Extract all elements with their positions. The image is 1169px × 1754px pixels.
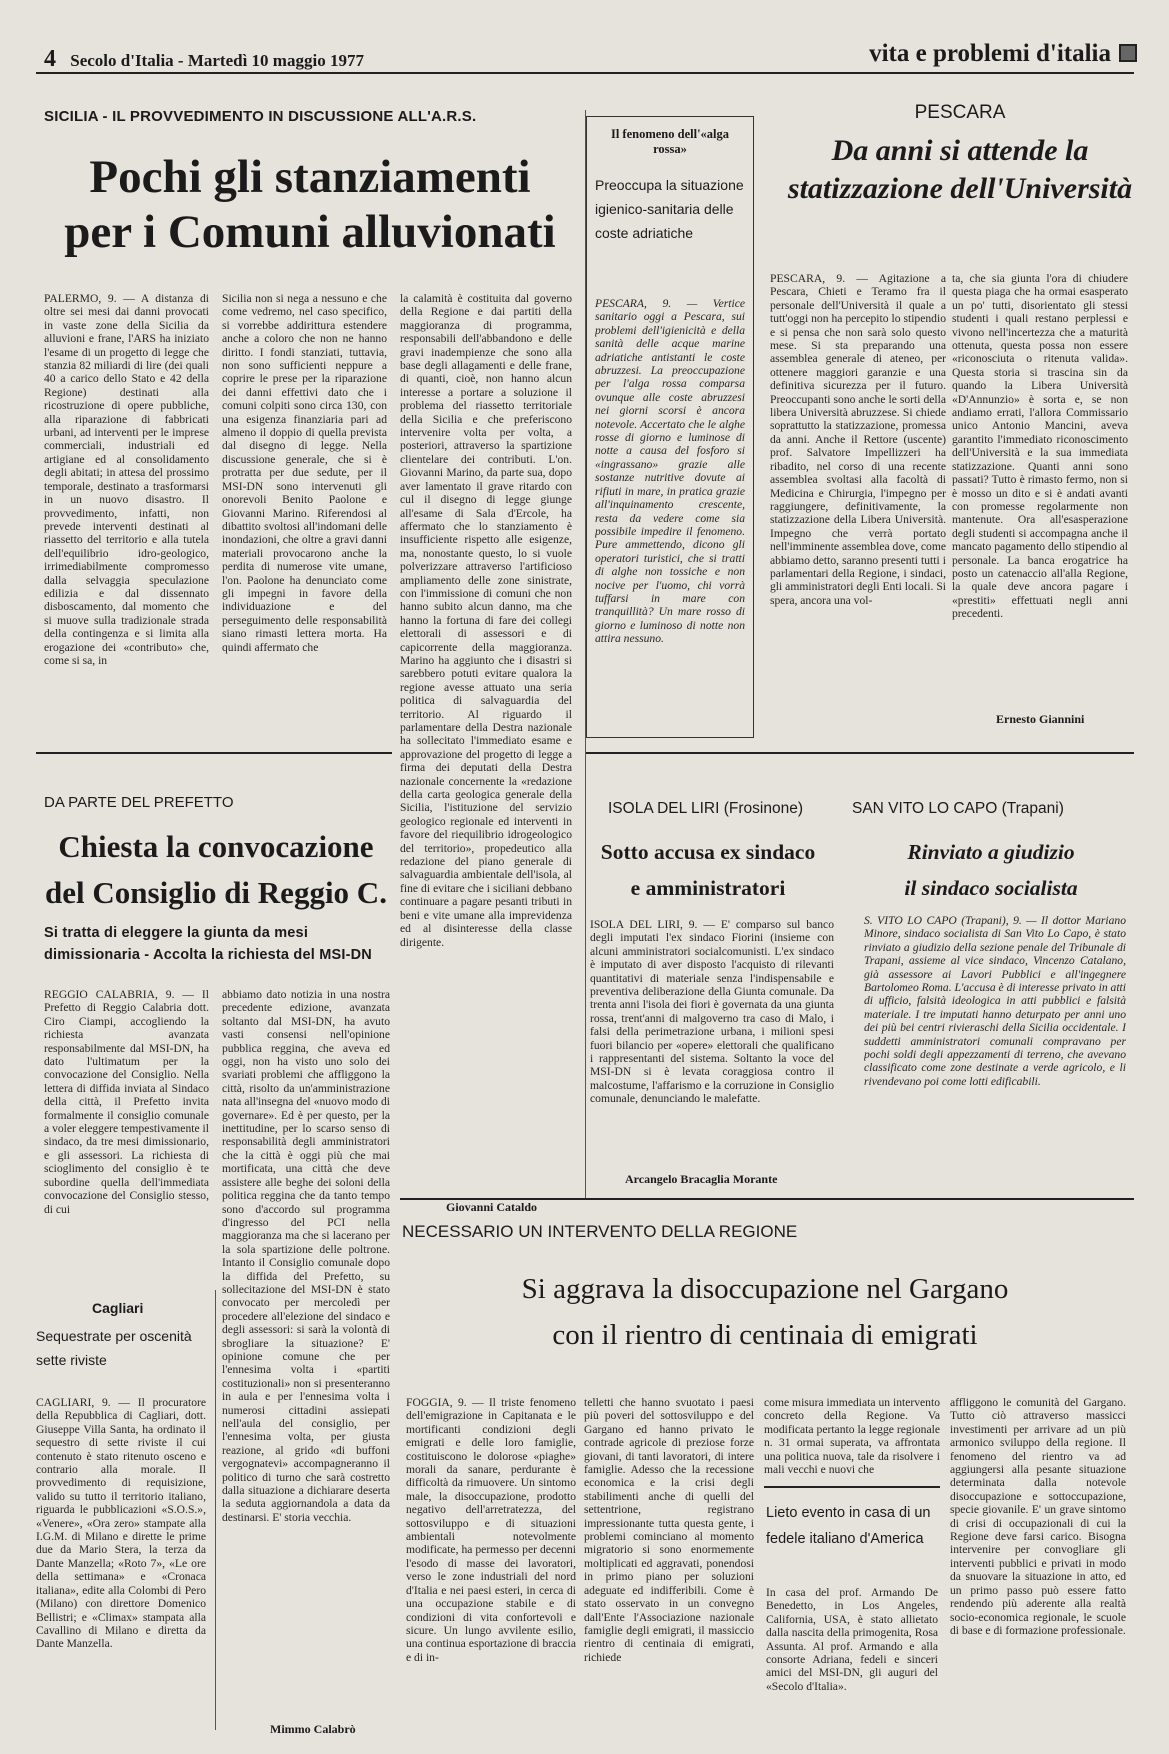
art7-column-1: FOGGIA, 9. — Il triste fenomeno dell'emigrazione in Capitanata e le mortificanti condizioni degli emigrati e delle loro famiglie, costituiscono le dolorose «piaghe» morali da sanare, perdurante è difficoltà da rimuovere. Un sintomo male, la disoccupazione, prodotto negativo dell'arretratezza, del sottosviluppo e di situazioni ambientali notevolmente modificate, ha permesso per decenni l'esodo di masse dei lavoratori, verso le zone industriali del nord d'Italia e nei paesi esteri, in cerca di una occupazione stabile e di condizioni di vita confortevoli e sicure. Un lungo avvilente esilio, una continua esportazione di braccia e di in- — [406, 1396, 576, 1664]
art2-headline: Preoccupa la situazione igienico-sanitaria delle coste adriatiche — [595, 177, 744, 241]
art1-column-1: PALERMO, 9. — A distanza di oltre sei mesi dai danni provocati in vaste zone della Sicilia da alluvioni e frane, l'ARS ha iniziato l'esame di un progetto di legge che stanzia 82 miliardi di lire (dei quali 40 a carico dello Stato e 42 della Regione) destinati alla ricostruzione di opere pubbliche, alla riparazione di fabbricati urbani, ad interventi per le imprese commerciali, industriali ed artigiane ed al consolidamento degli abitati; in attesa del prossimo temporale, destinato a trasformarsi in un nuovo disastro. Il provvedimento, infatti, non prevede interventi destinati al riassetto del territorio e alla tutela dell'equilibrio idro-geologico, irrimediabilmente compromesso dalla selvaggia speculazione edilizia e dal dissennato disboscamento, dal momento che si muove sulla tradizionale strada della contingenza e si limita alla erogazione dei «contributo» che, come si sa, in — [44, 292, 209, 667]
masthead-rule — [36, 72, 1134, 74]
art4-column-1: REGGIO CALABRIA, 9. — Il Prefetto di Reggio Calabria dott. Ciro Ciampi, accogliendo la richiesta avanzata responsabilmente dal MSI-DN, ha dato l'ultimatum per la convocazione del Consiglio. Nella lettera di diffida inviata al Sindaco della città, il Prefetto invita formalmente il consiglio comunale a voler eleggere tempestivamente il sindaco, da tre mesi dimissionario, e gli assessori. La richiesta di scioglimento del consiglio è te subordine quella dell'immediata convocazione del Consiglio stesso, di cui — [44, 988, 209, 1216]
art7-column-2: telletti che hanno svuotato i paesi più poveri del sottosviluppo e del Gargano ed hanno privato le contrade agricole di preziose forze giovani, di tanti lavoratori, di intere famiglie. Adesso che la recessione economica e la crisi degli stabilimenti anche di quelli del settentrione, registrano impressionante tutta questa gente, i problemi cominciano al momento migratorio si sono enormemente moltiplicati ed aggravati, ponendosi in primo piano per soluzioni adeguate ed indifferibili. Come è stato osservato in un convegno dall'Ente l'Associazione nazionale famiglie degli emigrati, il massiccio rientro di centinaia di emigrati, richiede — [584, 1396, 754, 1664]
masthead-info — [44, 46, 364, 73]
section-rule-right — [586, 752, 1134, 754]
art6-headline — [856, 834, 1126, 906]
art5-headline-line1: Sotto accusa ex sindaco — [600, 840, 816, 864]
art1-headline-line1: Pochi gli stanziamenti — [89, 151, 531, 203]
art3-column-1: PESCARA, 9. — Agitazione a Pescara, Chieti e Teramo fra il personale dell'Università il quale a tutt'oggi non ha percepito lo stipendio e si pensa che non sarà solo questo mese. Si sta preparando una assemblea generale di ateneo, per ottenere maggiori garanzie e una definitiva sicurezza per il futuro. Preoccupanti sono anche le sorti della libera Università abruzzese. Si chiede soprattutto la statizzazione, promessa da anni. Anche il Rettore (uscente) prof. Salvatore Impellizzeri ha ribadito, nel corso di una recente assemblea svoltasi alla facoltà di Medicina e Chirurgia, l'impegno per raggiungere, definitivamente, la statizzazione della Libera Università. Impegno che verrà portato nell'imminente assemblea dove, come abbiamo detto, saranno presenti tutti i parlamentari della Regione, i sindaci, gli amministratori degli Enti locali. Si spera, ancora una vol- — [770, 272, 946, 607]
page-number: 4 — [44, 46, 56, 72]
art5-kicker: ISOLA DEL LIRI (Frosinone) — [608, 800, 803, 817]
art3-column-2: ta, che sia giunta l'ora di chiudere questa piaga che ha ormai esasperato un po' tutti, disorientato gli stessi studenti i quali restano perplessi e vivono nell'incertezza che a maturità ottenuta, questa possa non essere «riconosciuta o ritenuta valida». Questa storia si trascina sin da quando la Libera Università «D'Annunzio» è sorta e, se non andiamo errati, l'allora Commissario unico Antonio Mancini, aveva garantito l'immediato riconoscimento dell'Università e la sua immediata statizzazione. Quanti anni sono passati? Tutto è rimasto fermo, non si è mosso un dito e si è andati avanti con promesse regolarmente non mantenute. Ora all'esasperazione degli studenti si accompagna anche il mancato pagamento dello stipendio al personale. La banca erogatrice ha posto un catenaccio all'alla Regione, la quale deve ancora pagare i «prestiti» effettuati negli anni precedenti. — [952, 272, 1128, 621]
art4-signature: Mimmo Calabrò — [270, 1722, 356, 1736]
art3-headline: Da anni si attende la statizzazione dell'Università — [787, 134, 1133, 205]
art8-body: In casa del prof. Armando De Benedetto, in Los Angeles, California, USA, è stato allietato dalla nascita della primogenita, Rosa Assunta. Al prof. Armando e alla consorte Adriana, fedeli e sinceri amici del MSI-DN, gli auguri del «Secolo d'Italia». — [766, 1586, 938, 1693]
art2-body: PESCARA, 9. — Vertice sanitario oggi a Pescara, sui problemi dell'igienicità e della sanità delle acque marine adriatiche antistanti le coste abruzzesi. La preoccupazione per l'alga rossa comparsa ovunque alle coste abruzzesi nei giorni scorsi è ancora notevole. Accertato che le alghe rosse di giorno e luminose di notte a causa del fosforo si «ingrassano» grazie alle sostanze nutritive dovute ai rifiuti in mare, in pratica grazie all'inquinamento crescente, resta da vedere come sia possibile impedire il fenomeno. Pure ammettendo, dicono gli operatori turistici, che si tratti di alghe non tossiche e non nocive per l'uomo, chi vorrà tuffarsi in mare con tranquillità? Un mare rosso di giorno e luminoso di notte non attira nessuno. — [595, 297, 745, 646]
section-title: vita e problemi d'italia — [869, 40, 1111, 67]
art3-signature: Ernesto Giannini — [996, 712, 1085, 726]
art6-headline-line1: Rinviato a giudizio — [907, 840, 1075, 864]
art7-column-3: come misura immediata un intervento concreto della Regione. Va modificata pertanto la legge regionale n. 31 ormai superata, va affrontata una politica nuova, tale da risolvere i mali vecchi e nuovi che — [764, 1396, 940, 1476]
art6-kicker: SAN VITO LO CAPO (Trapani) — [852, 800, 1064, 817]
art1-signature: Giovanni Cataldo — [446, 1200, 538, 1214]
brief-divider — [215, 1290, 216, 1730]
art5-signature: Arcangelo Bracaglia Morante — [625, 1172, 778, 1186]
art7-headline-line1: Si aggrava la disoccupazione nel Gargano — [521, 1273, 1009, 1305]
art5-headline-line2: e amministratori — [630, 876, 786, 900]
paper-info: Secolo d'Italia - Martedì 10 maggio 1977 — [70, 51, 364, 70]
art8-headline: Lieto evento in casa di un fedele italiano d'America — [766, 1505, 931, 1547]
art3-kicker: PESCARA — [914, 102, 1006, 123]
art5-headline — [588, 834, 828, 906]
art9-kicker: Cagliari — [92, 1300, 144, 1316]
section-square-icon — [1119, 44, 1137, 62]
art1-column-3: la calamità è costituita dal governo della Regione e dai partiti della maggioranza di programma, responsabili dell'abbandono e delle gravi inadempienze che sono alla base degli allagamenti e delle frane, di quanti, cioè, non hanno alcun interesse a portare a soluzione il problema del riassetto territoriale della Sicilia e che preferiscono intervenire volta per volta, a posteriori, attraverso la spartizione clientelare dei contributi. L'on. Giovanni Marino, da parte sua, dopo aver lamentato il grave ritardo con cul il disegno di legge giunge all'esame di Sala d'Ercole, ha affermato che lo stanziamento è insufficiente rispetto alle esigenze, ma, nonostante questo, lo si vuole polverizzare attraverso l'artificioso ampliamento delle zone sinistrate, con l'immissione di comuni che non hanno subito alcun danno, ma che hanno la fortuna di fare dei collegi elettorali di assessori e di capicorrente della maggioranza. Marino ha aggiunto che i disastri si sarebbero potuti evitare qualora la regione avesse attuato una seria politica di salvaguardia del territorio. Al riguardo il parlamentare della Destra nazionale ha sollecitato l'immediato esame e approvazione del progetto di legge a firma dei deputati della Destra nazionale concernente la «redazione della carta geologica generale della Sicilia, l'istituzione del servizio geologico regionale ed interventi in favore del riequilibrio idrogeologico del territorio», propedeutico alla redazione del piano generale di salvaguardia ambientale dell'isola, al fine di evitare che i siciliani debbano continuare a pagare pesanti tributi in beni e vite umane alla imprevidenza ed al disinteresse della classe dirigente. — [400, 292, 572, 949]
art9-headline: Sequestrate per oscenità sette riviste — [36, 1328, 192, 1368]
art2-box-title: Il fenomeno dell'«alga rossa» — [610, 127, 730, 156]
art1-kicker: SICILIA - IL PROVVEDIMENTO IN DISCUSSIONE ALL'A.R.S. — [44, 108, 477, 125]
art4-column-2: abbiamo dato notizia in una nostra precedente edizione, avanzata soltanto dal MSI-DN, ha avuto vasti consensi nell'opinione pubblica reggina, che aveva ed oggi, non ha visto uno solo dei svariati problemi che affliggono la città, risolto da un'amministrazione nata all'insegna del «nuovo modo di governare». Ed è per questo, per la inettitudine, per lo scarso senso di responsabilità degli amministratori che la città è oggi più che mai mortificata, una città che deve assistere alle beghe dei soloni della politica reggina che da tanto tempo sono d'accordo sul programma d'ingresso del PCI nella maggioranza ma che si lacerano per la sola spartizione delle poltrone. Intanto il Consiglio comunale dopo la diffida del Prefetto, su sollecitazione del MSI-DN è stato convocato per mercoledì per procedere all'elezione del sindaco e degli assessori: si sarà la volontà di sbrogliare la situazione? E' opinione comune che per l'ennesima volta i «partiti costituzionali» non si presenteranno in aula e per l'ennesima volta i numerosi cittadini assiepati nell'aula del consiglio, per l'ennesima volta, per giusta reazione, al grido «di buffoni vergognatevi» accompagneranno il politico di turno che sarà costretto dalla situazione a dichiarare deserta la seduta aggiornandola a data da destinarsi. E' storia vecchia. — [222, 988, 390, 1524]
art1-headline-line2: per i Comuni alluvionati — [64, 206, 556, 259]
art9-body: CAGLIARI, 9. — Il procuratore della Repubblica di Cagliari, dott. Giuseppe Villa Santa, ha ordinato il sequestro di sette riviste il cui contenuto è stato ritenuto osceno e contrario alla morale. Il provvedimento di requisizione, valido su tutto il territorio italiano, riguarda le pubblicazioni «S.O.S.», «Venere», «Ora zero» stampate alla I.G.M. di Milano e dirette le prime due da Mario Stera, la terza da Dante Manzella; «Roto 7», «Le ore della settimana» e «Cronaca italiana», edite alla Colombi di Pero (Milano) con direttore Domenico Bellistri; e «Climax» stampata alla Cavallino di Milano e diretta da Dante Manzella. — [36, 1396, 206, 1651]
art4-headline-line2: del Consiglio di Reggio C. — [45, 875, 387, 910]
art7-headline — [400, 1266, 1130, 1358]
art4-headline-line1: Chiesta la convocazione — [58, 829, 374, 864]
art8-top-rule — [764, 1486, 940, 1488]
art6-headline-line2: il sindaco socialista — [904, 876, 1078, 900]
art1-headline — [40, 150, 580, 261]
art4-headline — [38, 824, 394, 916]
art4-kicker: DA PARTE DEL PREFETTO — [44, 794, 234, 811]
art2-box — [586, 116, 754, 738]
section-rule-left — [36, 752, 392, 754]
section-rule-bottom — [400, 1198, 1134, 1200]
art1-column-2: Sicilia non si nega a nessuno e che come vedremo, nel caso specifico, si vorrebbe addirittura estendere anche a coloro che non ne hanno diritto. I fondi stanziati, tuttavia, non sono sufficienti neppure a coprire le prese per la riparazione dei danni effettivi dato che i comuni colpiti sono circa 130, con una esigenza finanziaria pari ad almeno il doppio di quella prevista dal disegno di legge. Nella discussione generale, che si è protratta per due sedute, per il MSI-DN sono intervenuti gli onorevoli Benito Paolone e Giovanni Marino. Riferendosi al dibattito svoltosi all'indomani delle inondazioni, che oltre a gravi danni materiali provocarono anche la perdita di numerose vite umane, l'on. Paolone ha denunciato come gli impegni in favore della individuazione e del perseguimento delle responsabilità siano rimasti lettera morta. Ha quindi affermato che — [222, 292, 387, 654]
art4-subhead: Si tratta di eleggere la giunta da mesi dimissionaria - Accolta la richiesta del MSI-DN — [44, 925, 372, 963]
art6-body: S. VITO LO CAPO (Trapani), 9. — Il dottor Mariano Minore, sindaco socialista di San Vito Lo Capo, è stato rinviato a giudizio della sezione penale del Tribunale di Trapani, assieme al vice sindaco, Vincenzo Catalano, già assessore ai Lavori Pubblici e all'ingegnere Bartolomeo Roma. L'accusa è di interesse privato in atti di ufficio, falsità ideologica in atti pubblici e falsità materiale. I tre imputati hanno deturpato per anni uno dei più bei centri rivieraschi della Sicilia occidentale. I suddetti amministratori comunali compravano per pochi soldi degli appezzamenti di terreno, che avevano classificato come zone destinate a verde agricolo, e li rivendevano poi come lotti edificabili. — [864, 914, 1126, 1088]
art5-body: ISOLA DEL LIRI, 9. — E' comparso sul banco degli imputati l'ex sindaco Fiorini (insieme con alcuni amministratori socialcomunisti. L'ex sindaco è imputato di aver disposto l'acquisto di rilevanti quantitativi di materiale senza l'indispensabile e preventiva deliberazione della Giunta comunale. Da trenta anni l'isola dei fiori è governata da una giunta rossa, trent'anni di malgoverno tra caso di Malo, i falsi della perimetrazione urbana, i milioni spesi fuori bilancio per «opere» elettorali che qualificano i rappresentanti del sistema. Soltanto la voce del MSI-DN si è levata coraggiosa contro il malcostume, l'affarismo e la corruzione in Consiglio comunale, denunciando le malefatte. — [590, 918, 834, 1106]
art7-kicker: NECESSARIO UN INTERVENTO DELLA REGIONE — [402, 1222, 798, 1241]
art7-column-4: affliggono le comunità del Gargano. Tutto ciò attraverso massicci investimenti per arrivare ad un più armonico sviluppo della regione. Il fenomeno del rientro va ad aggiungersi alla pesante situazione determinata dalla notevole disoccupazione e sottoccupazione, specie giovanile. E' un grave sintomo di crisi di occupazionali di cui la Regione deve farsi carico. Bisogna intervenire per convogliare gli interventi pubblici e privati in modo da snuovare la situazione in atto, ed un primo passo può essere fatto rendendo più aderente alla realtà socio-economica regionale, le scuole di base e di formazione professionale. — [950, 1396, 1126, 1637]
art7-headline-line2: con il rientro di centinaia di emigrati — [552, 1319, 978, 1351]
